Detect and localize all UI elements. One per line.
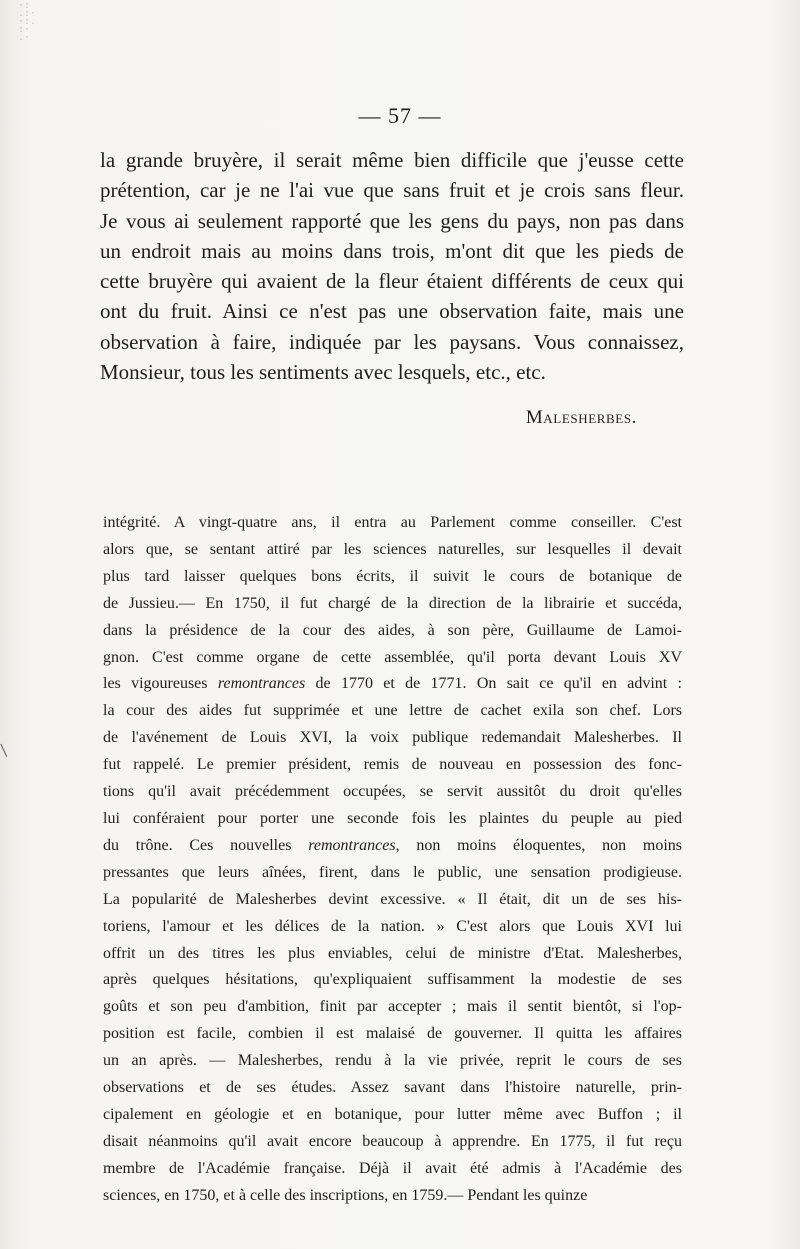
letter-line: ont du fruit. Ainsi ce n'est pas une observation faite, mais une [100,299,684,324]
footnote-line: sciences, en 1750, et à celle des inscriptions, en 1759.— Pendant les quinze [103,1186,588,1204]
letter-line: prétention, car je ne l'ai vue que sans fruit et je crois sans fleur. [100,178,684,203]
footnote-line: fut rappelé. Le premier président, remis de nouveau en possession des fonc- [103,756,682,774]
footnote-line: dans la présidence de la cour des aides, à son père, Guillaume de Lamoi- [103,621,682,639]
footnote-line: toriens, l'amour et les délices de la nation. » C'est alors que Louis XVI lui [103,917,682,935]
footnote-line: lui conféraient pour porter une seconde fois les plaintes du peuple au pied [103,809,682,827]
footnote-line: de l'avénement de Louis XVI, la voix publique redemandait Malesherbes. Il [103,729,682,747]
footnote-line: offrit un des titres les plus enviables, celui de ministre d'Etat. Malesherbes, [103,944,682,962]
footnote-line: après quelques hésitations, qu'expliquaient suffisamment la modestie de ses [103,971,682,989]
footnote-line: de Jussieu.— En 1750, il fut chargé de la direction de la librairie et succéda, [103,594,682,612]
footnote-line: goûts et son peu d'ambition, finit par accepter ; mais il sentit bientôt, si l'op- [103,998,682,1016]
italic-term: remontrances [308,836,396,854]
footnote-line: intégrité. A vingt-quatre ans, il entra au Parlement comme conseiller. C'est [103,514,682,531]
footnote-body [103,510,682,1210]
letter-line: Je vous ai seulement rapporté que les gens du pays, non pas dans [100,208,684,233]
italic-term: remontrances [217,675,306,693]
letter-body [100,145,684,387]
footnote-line: la cour des aides fut supprimée et une lettre de cachet exila son chef. Lors [103,702,682,720]
footnote-line: disait néanmoins qu'il avait encore beaucoup à apprendre. En 1775, il fut reçu [103,1132,682,1150]
scan-artifact: ·: .:· ·:. :· .· [18,0,37,43]
letter-line: cette bruyère qui avaient de la fleur étaient différents de ceux qui [100,269,684,294]
letter-signature: Malesherbes. [525,407,637,428]
letter-line: Monsieur, tous les sentiments avec lesquels, etc., etc. [100,360,546,385]
letter-line: la grande bruyère, il serait même bien difficile que j'eusse cette [100,148,684,172]
footnote-line: tions qu'il avait précédemment occupées, se servit aussitôt du droit qu'elles [103,783,682,801]
edge-mark [0,741,12,757]
footnote-line: observations et de ses études. Assez savant dans l'histoire naturelle, prin- [103,1079,682,1097]
footnote-line: La popularité de Malesherbes devint excessive. « Il était, dit un de ses his- [103,890,682,908]
footnote-line: alors que, se sentant attiré par les sciences naturelles, sur lesquelles il devait [103,540,682,558]
letter-line: observation à faire, indiquée par les paysans. Vous connaissez, [100,329,684,354]
footnote-line: du trône. Ces nouvelles remontrances, non moins éloquentes, non moins [103,836,682,854]
letter-line: un endroit mais au moins dans trois, m'ont dit que les pieds de [100,238,684,263]
footnote-line: pressantes que leurs aînées, firent, dans le public, une sensation prodigieuse. [103,863,682,881]
footnote-line: membre de l'Académie française. Déjà il avait été admis à l'Académie des [103,1159,682,1177]
page-number: — 57 — [358,103,442,128]
footnote-line: cipalement en géologie et en botanique, pour lutter même avec Buffon ; il [103,1105,682,1123]
footnote-line: gnon. C'est comme organe de cette assemblée, qu'il porta devant Louis XV [103,648,682,666]
footnote-line: position est facile, combien il est malaisé de gouverner. Il quitta les affaires [103,1025,682,1043]
footnote-line: un an après. — Malesherbes, rendu à la vie privée, reprit le cours de ses [103,1052,682,1070]
footnote-line: les vigoureuses remontrances de 1770 et de 1771. On sait ce qu'il en advint : [103,675,682,693]
footnote-line: plus tard laisser quelques bons écrits, il suivit le cours de botanique de [103,567,682,585]
